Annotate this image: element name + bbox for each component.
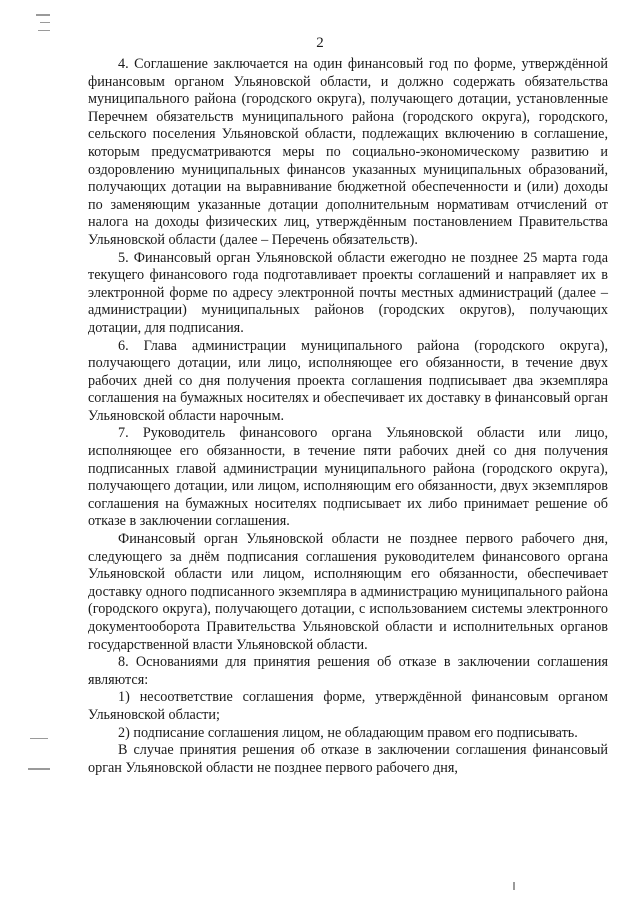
scan-artifact-top-left <box>40 22 50 23</box>
scan-artifact-left-margin <box>30 738 48 739</box>
paragraph-8-item-1: 1) несоответствие соглашения форме, утверждённой финансовым органом Ульяновской области; <box>88 689 608 723</box>
paragraph-7: 7. Руководитель финансового органа Ульяновской области или лицо, исполняющее его обязанности, в течение пяти рабочих дней со дня получения подписанных главой администрации муниципального района (городского округа), получающего дотации, или лицом, исполняющим его обязанности, двух экземпляров соглашения на бумажных носителях подписывает их либо принимает решение об отказе в заключении соглашения. <box>88 425 608 530</box>
page-number: 2 <box>316 35 324 51</box>
paragraph-5: 5. Финансовый орган Ульяновской области ежегодно не позднее 25 марта года текущего финансового года подготавливает проекты соглашений и направляет их в электронной форме по адресу электронной почты местных администраций (далее – администрации) муниципальных районов (городских округов), получающих дотации, для подписания. <box>88 249 608 336</box>
paragraph-refusal-case: В случае принятия решения об отказе в заключении соглашения финансовый орган Ульяновской области не позднее первого рабочего дня, <box>88 742 608 776</box>
paragraph-4: 4. Соглашение заключается на один финансовый год по форме, утверждённой финансовым органом Ульяновской области, и должно содержать обязательства муниципального района (городского округа), получающего дотации, установленные Перечнем обязательств муниципального района (городского округа), городского, сельского поселения Ульяновской области, подлежащих включению в соглашение, которым предусматриваются меры по социально-экономическому развитию и оздоровлению муниципальных финансов указанных муниципальных образований, получающих дотации на выравнивание бюджетной обеспеченности и (или) доходы по заменяющим указанные дотации дополнительным нормативам отчислений от налога на доходы физических лиц, утверждённым постановлением Правительства Ульяновской области (далее – Перечень обязательств). <box>88 56 608 248</box>
paragraph-8: 8. Основаниями для принятия решения об отказе в заключении соглашения являются: <box>88 654 608 688</box>
scan-artifact-left-margin <box>28 768 50 770</box>
document-body <box>88 56 608 777</box>
scan-artifact-top-left <box>36 14 50 16</box>
paragraph-7-continuation: Финансовый орган Ульяновской области не позднее первого рабочего дня, следующего за днём подписания соглашения руководителем финансового органа Ульяновской области или лицом, исполняющим его обязанности, обеспечивает доставку одного подписанного экземпляра в администрацию муниципального района (городского округа), получающего дотации, с использованием системы электронного документооборота Правительства Ульяновской области и исполнительных органов государственной власти Ульяновской области. <box>88 531 608 653</box>
scan-artifact-bottom-right <box>513 882 515 890</box>
paragraph-6: 6. Глава администрации муниципального района (городского округа), получающего дотации, или лицо, исполняющее его обязанности, в течение двух рабочих дней со дня получения проекта соглашения подписывает два экземпляра соглашения на бумажных носителях и обеспечивает их доставку в финансовый орган Ульяновской области нарочным. <box>88 337 608 424</box>
paragraph-8-item-2: 2) подписание соглашения лицом, не обладающим правом его подписывать. <box>118 724 578 741</box>
scan-artifact-top-left <box>38 30 50 31</box>
